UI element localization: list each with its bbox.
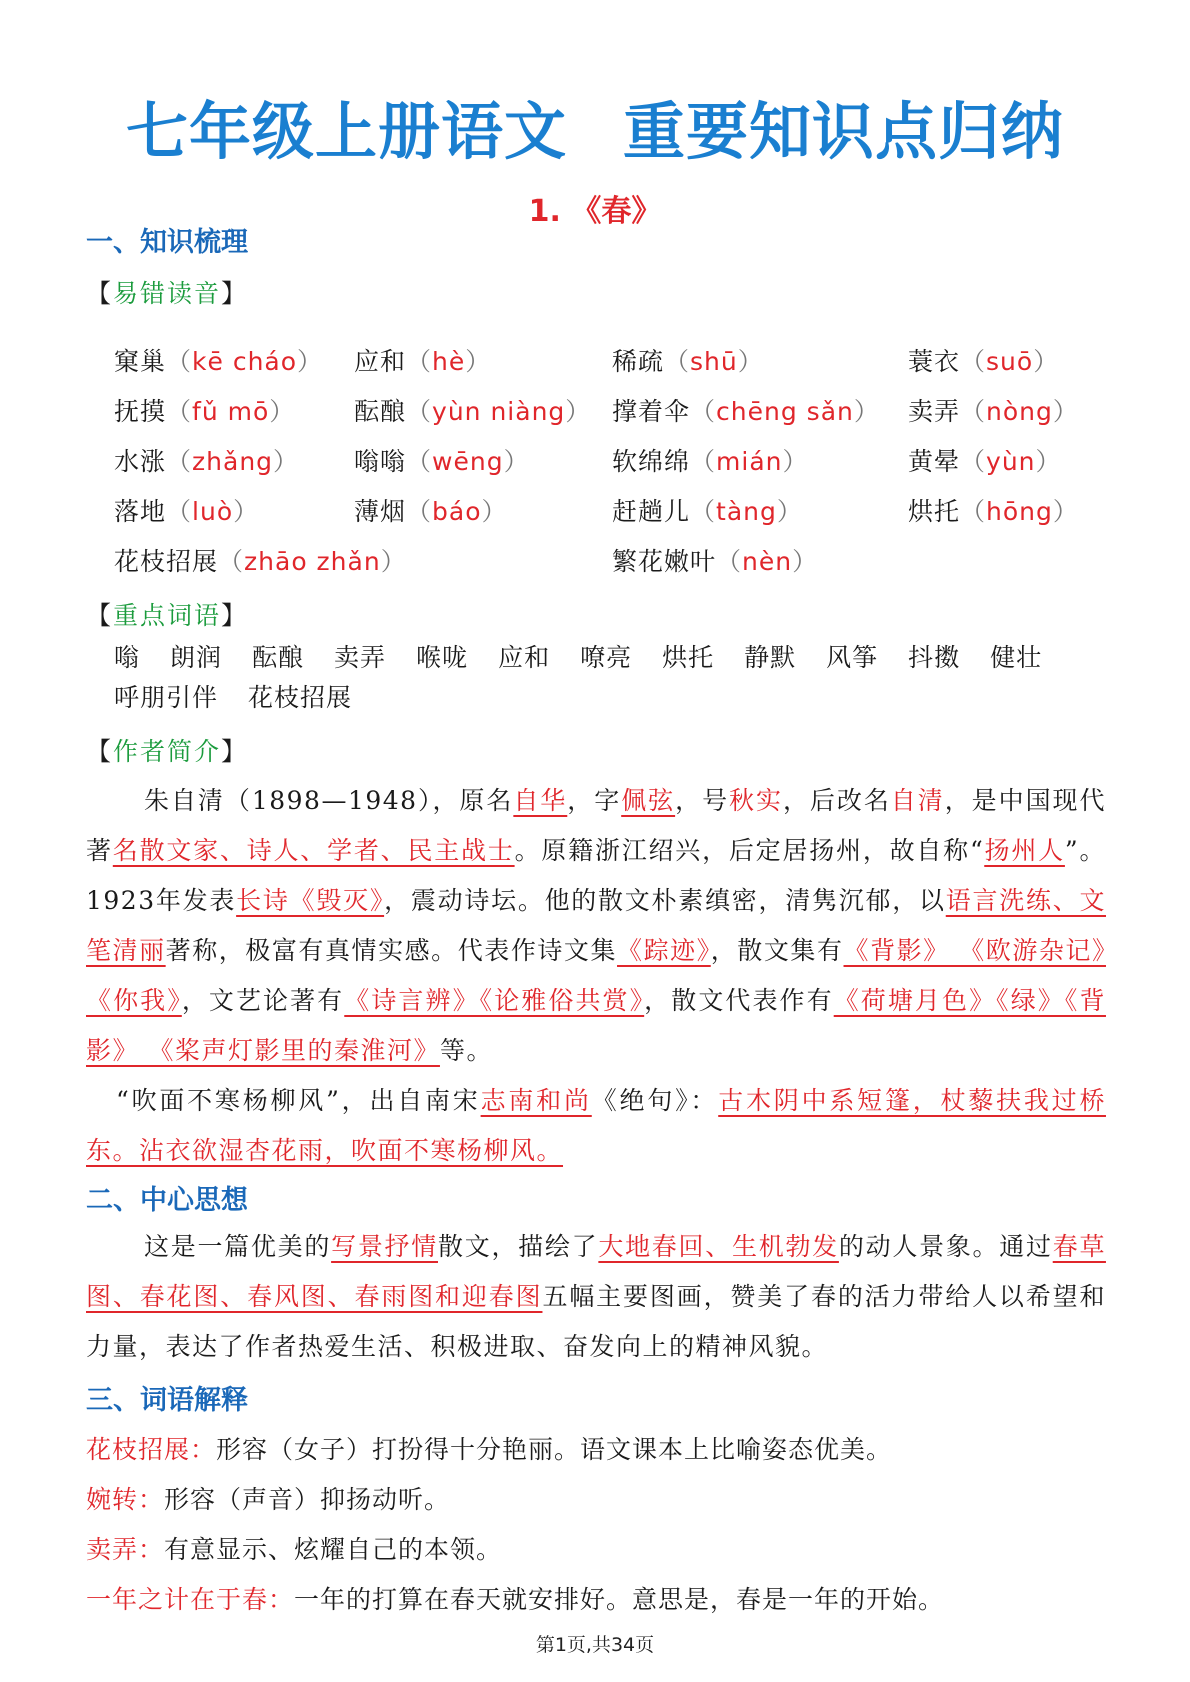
pinyin-entry: 落地（luò） — [114, 497, 260, 526]
vocab-word: 朗润 — [170, 643, 223, 672]
vocab-word: 嘹亮 — [580, 643, 633, 672]
section-heading-3: 三、词语解释 — [86, 1385, 248, 1416]
pinyin-entry: 花枝招展（zhāo zhǎn） — [114, 547, 407, 576]
term-definition: 卖弄：有意显示、炫耀自己的本领。 — [86, 1535, 503, 1564]
poem-paragraph: “吹面不寒杨柳风”，出自南宋志南和尚《绝句》：古木阴中系短篷，杖藜扶我过桥东。沾衣欲湿杏花雨，吹面不寒杨柳风。 — [86, 1086, 1106, 1165]
pinyin-entry: 窠巢（kē cháo） — [114, 347, 324, 376]
vocab-word: 卖弄 — [334, 643, 387, 672]
vocab-word: 嗡 — [114, 643, 141, 672]
pinyin-entry: 应和（hè） — [354, 347, 492, 376]
vocab-line-2 — [114, 678, 382, 714]
central-idea-paragraph: 这是一篇优美的写景抒情散文，描绘了大地春回、生机勃发的动人景象。通过春草图、春花图、春风图、春雨图和迎春图五幅主要图画，赞美了春的活力带给人以希望和力量，表达了作者热爱生活、积极进取、奋发向上的精神风貌。 — [86, 1232, 1106, 1361]
pinyin-entry: 嗡嗡（wēng） — [354, 447, 530, 476]
section-heading-1: 一、知识梳理 — [86, 227, 248, 258]
vocab-word: 花枝招展 — [248, 683, 353, 712]
vocab-word: 喉咙 — [416, 643, 469, 672]
term-definition: 花枝招展：形容（女子）打扮得十分艳丽。语文课本上比喻姿态优美。 — [86, 1435, 893, 1464]
vocab-word: 烘托 — [662, 643, 715, 672]
vocab-word: 抖擞 — [908, 643, 961, 672]
pinyin-entry: 繁花嫩叶（nèn） — [612, 547, 819, 576]
vocab-word: 应和 — [498, 643, 551, 672]
pinyin-entry: 薄烟（báo） — [354, 497, 508, 526]
vocab-word: 风筝 — [826, 643, 879, 672]
pinyin-entry: 水涨（zhǎng） — [114, 447, 300, 476]
pinyin-entry: 抚摸（fǔ mō） — [114, 397, 296, 426]
page-footer: 第1页,共34页 — [535, 1634, 655, 1656]
vocab-line-1 — [114, 638, 1072, 674]
vocab-word: 静默 — [744, 643, 797, 672]
pinyin-entry: 稀疏（shū） — [612, 347, 764, 376]
vocab-word: 健壮 — [990, 643, 1043, 672]
page-title — [0, 82, 1190, 171]
pinyin-entry: 蓑衣（suō） — [908, 347, 1060, 376]
vocab-word: 呼朋引伴 — [114, 683, 219, 712]
pinyin-entry: 酝酿（yùn niàng） — [354, 397, 592, 426]
pinyin-entry: 软绵绵（mián） — [612, 447, 809, 476]
pinyin-entry: 撑着伞（chēng sǎn） — [612, 397, 880, 426]
title-part2: 重要知识点归纳 — [623, 95, 1065, 168]
bracket-label-vocab: 【重点词语】 — [86, 601, 249, 630]
lesson-heading: 1. 《春》 — [528, 194, 662, 229]
pinyin-entry: 赶趟儿（tàng） — [612, 497, 803, 526]
pinyin-entry: 卖弄（nòng） — [908, 397, 1079, 426]
term-definition: 婉转：形容（声音）抑扬动听。 — [86, 1485, 451, 1514]
title-part1: 七年级上册语文 — [125, 95, 567, 168]
vocab-word: 酝酿 — [252, 643, 305, 672]
pinyin-entry: 黄晕（yùn） — [908, 447, 1062, 476]
bracket-label-pron: 【易错读音】 — [86, 279, 249, 308]
bracket-label-author: 【作者简介】 — [86, 737, 249, 766]
section-heading-2: 二、中心思想 — [86, 1185, 248, 1216]
term-definition: 一年之计在于春：一年的打算在春天就安排好。意思是，春是一年的开始。 — [86, 1585, 945, 1614]
pinyin-entry: 烘托（hōng） — [908, 497, 1079, 526]
author-paragraph: 朱自清（1898—1948），原名自华，字佩弦，号秋实，后改名自清，是中国现代著名散文家、诗人、学者、民主战士。原籍浙江绍兴，后定居扬州，故自称“扬州人”。1923年发表长诗《毁灭》，震动诗坛。他的散文朴素缜密，清隽沉郁，以语言洗练、文笔清丽著称，极富有真情实感。代表作诗文集《踪迹》，散文集有《背影》 《欧游杂记》《你我》，文艺论著有《诗言辨》《论雅俗共赏》，散文代表作有《荷塘月色》《绿》《背影》 《桨声灯影里的秦淮河》等。 — [86, 786, 1106, 1065]
